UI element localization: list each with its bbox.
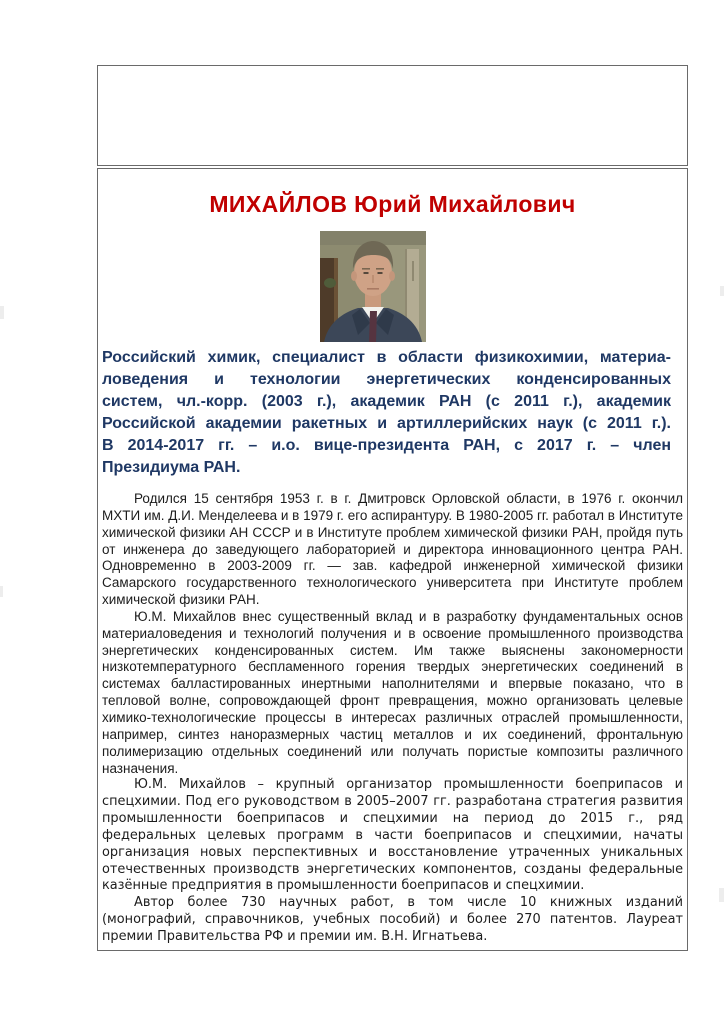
body-paragraph-industry-organizer: Ю.М. Михайлов – крупный организатор промышленности боеприпасов и спецхимии. Под его руководством в 2005–2007 гг. разработана стратегия развития промышленности боеприпасов и спецхимии на период до 2015 г., ряд федеральных целевых программ в части боеприпасов и спецхимии, начаты организация новых перспективных и восстановление утраченных уникальных отечественных производств энергетических компонентов, созданы федеральные казённые предприятия в промышленности боеприпасов и спецхимии. bbox=[102, 777, 683, 894]
scan-artifact bbox=[719, 888, 724, 902]
page-title: МИХАЙЛОВ Юрий Михайлович bbox=[209, 191, 576, 217]
scan-artifact bbox=[720, 286, 724, 296]
content-box bbox=[97, 168, 688, 951]
lead-line: ловедения и технологии энергетических конденсированных bbox=[102, 371, 671, 388]
body-paragraph-scientific-contribution: Ю.М. Михайлов внес существенный вклад и в разработку фундаментальных основ материаловедения и технологий получения и в освоение промышленного производства энергетических конденсированных систем. Им также выяснены закономерности низкотемпературного беспламенного горения твердых энергетических соединений в системах балластированных инертными наполнителями и впервые показано, что в тепловой волне, сопровождающей фронт превращения, можно организовать целевые химико-технологические процессы в интересах различных отраслей промышленности, например, синтез наноразмерных частиц металлов и их соединений, фронтальную полимеризацию отдельных соединений или получать пористые композиты различного назначения. bbox=[102, 608, 683, 776]
header-box bbox=[97, 65, 688, 166]
portrait-photo-illustration bbox=[320, 231, 426, 342]
lead-line: Российской академии ракетных и артиллерийских наук (с 2011 г.). bbox=[102, 415, 671, 432]
body-paragraph-birth-career: Родился 15 сентября 1953 г. в г. Дмитровск Орловской области, в 1976 г. окончил МХТИ им. Д.И. Менделеева и в 1979 г. его аспирантуру. В 1980-2005 гг. работал в Институте химической физики АН СССР и в Институте проблем химической физики РАН, пройдя путь от инженера до заведующего лабораторией и директора инновационного центра РАН. Одновременно в 2003-2009 гг. — зав. кафедрой инженерной химической физики Самарского государственного технологического университета при Институте проблем химической физики РАН. bbox=[102, 491, 683, 608]
lead-line: систем, чл.-корр. (2003 г.), академик РАН (с 2011 г.), академик bbox=[102, 393, 671, 410]
lead-line: В 2014-2017 гг. – и.о. вице-президента РАН, с 2017 г. – член bbox=[102, 437, 671, 454]
body-paragraph-publications: Автор более 730 научных работ, в том числе 10 книжных изданий (монографий, справочников, учебных пособий) и более 270 патентов. Лауреат премии Правительства РФ и премии им. В.Н. Игнатьева. bbox=[102, 895, 683, 944]
lead-line: Президиума РАН. bbox=[102, 459, 241, 476]
lead-paragraph bbox=[102, 347, 671, 479]
scan-artifact bbox=[0, 586, 3, 597]
portrait-photo bbox=[320, 231, 426, 342]
biography-body bbox=[102, 491, 683, 946]
scan-artifact bbox=[0, 306, 4, 319]
lead-line: Российский химик, специалист в области физикохимии, материа- bbox=[102, 349, 671, 366]
